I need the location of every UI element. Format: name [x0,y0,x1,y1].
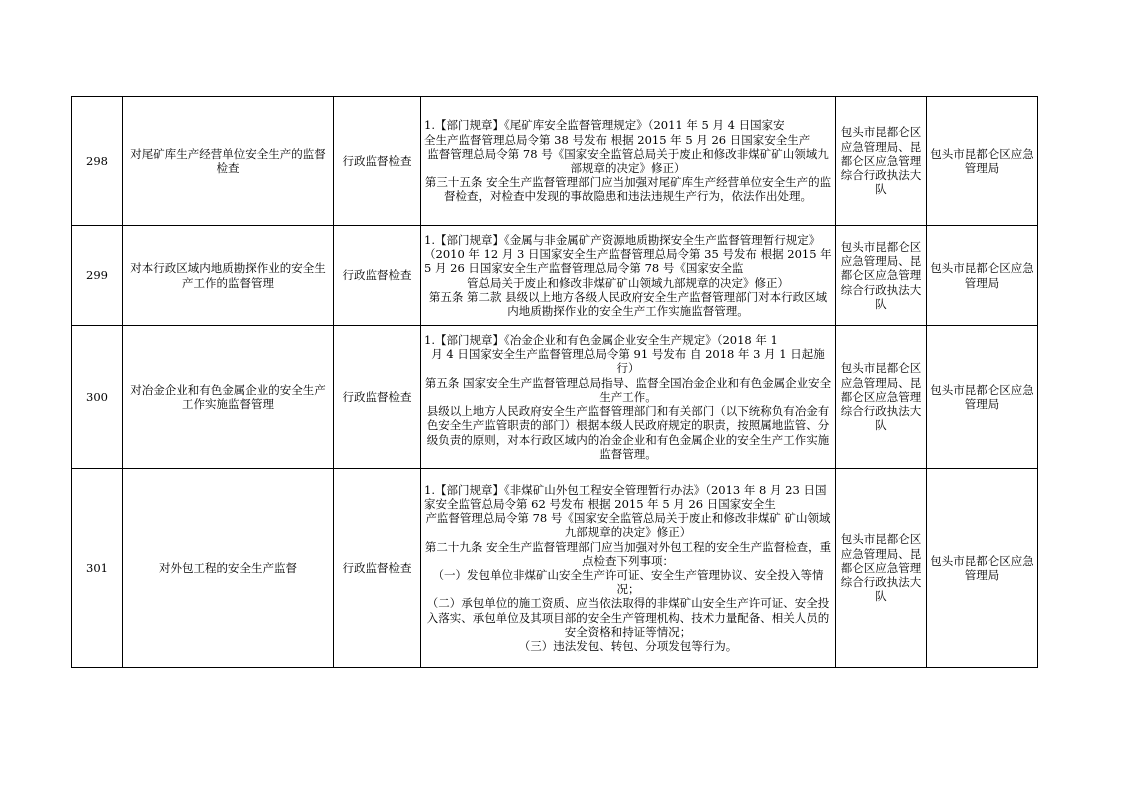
item-type: 行政监督检查 [334,226,421,326]
table-row [72,97,1038,226]
item-name: 对尾矿库生产经营单位安全生产的监督检查 [123,97,334,226]
basis-paragraph: 第二十九条 安全生产监督管理部门应当加强对外包工程的安全生产监督检查，重点检查下列事项： [424,539,832,568]
item-number: 299 [72,226,123,326]
legal-basis [421,226,836,326]
table-row [72,226,1038,326]
basis-paragraph: 全生产监督管理总局令第 38 号发布 根据 2015 年 5 月 26 日国家安全生产 [424,132,811,147]
legal-basis [421,326,836,469]
basis-paragraph: （二）承包单位的施工资质、应当依法取得的非煤矿山安全生产许可证、安全投入落实、承包单位及其项目部的安全生产管理机构、技术力量配备、相关人员的安全资格和持证等情况； [426,596,830,639]
legal-basis [421,469,836,668]
implementing-department: 包头市昆都仑区应急管理局、昆都仑区应急管理综合行政执法大队 [836,97,927,226]
basis-paragraph: 第五条 国家安全生产监督管理总局指导、监督全国冶金企业和有色金属企业安全生产工作。 [424,375,832,404]
legal-basis [421,97,836,226]
item-type: 行政监督检查 [334,97,421,226]
basis-paragraph: 第三十五条 安全生产监督管理部门应当加强对尾矿库生产经营单位安全生产的监督检查，对检查中发现的事故隐患和违法违规生产行为，依法作出处理。 [424,175,832,204]
responsible-department: 包头市昆都仑区应急管理局 [927,226,1038,326]
table-row [72,469,1038,668]
item-name: 对本行政区域内地质勘探作业的安全生产工作的监督管理 [123,226,334,326]
item-type: 行政监督检查 [334,469,421,668]
responsible-department: 包头市昆都仑区应急管理局 [927,469,1038,668]
basis-paragraph: （三）违法发包、转包、分项发包等行为。 [518,639,738,654]
item-name: 对外包工程的安全生产监督 [123,469,334,668]
basis-paragraph: 月 4 日国家安全生产监督管理总局令第 91 号发布 自 2018 年 3 月 1 日起施 行） [431,347,825,376]
basis-paragraph: 1.【部门规章】《非煤矿山外包工程安全管理暂行办法》（2013 年 8 月 23 日国家安全监管总局令第 62 号发布 根据 2015 年 5 月 26 日国家安全生 [424,482,827,511]
basis-paragraph: 1.【部门规章】《金属与非金属矿产资源地质勘探安全生产监督管理暂行规定》（2010 年 12 月 3 日国家安全生产监督管理总局令第 35 号发布 根据 2015 年 5 月 26 日国家安全生产监督管理总局令第 78 号《国家安全监 [424,232,832,276]
basis-paragraph: （一）发包单位非煤矿山安全生产许可证、安全生产管理协议、安全投入等情况； [432,568,824,597]
item-number: 301 [72,469,123,668]
implementing-department: 包头市昆都仑区应急管理局、昆都仑区应急管理综合行政执法大队 [836,326,927,469]
basis-paragraph: 第五条 第二款 县级以上地方各级人民政府安全生产监督管理部门对本行政区域内地质勘探作业的安全生产工作实施监督管理。 [428,289,828,318]
item-number: 300 [72,326,123,469]
basis-paragraph: 县级以上地方人民政府安全生产监督管理部门和有关部门（以下统称负有冶金有色安全生产监管职责的部门）根据本级人民政府规定的职责，按照属地监管、分级负责的原则，对本行政区域内的冶金企业和有色金属企业的安全生产工作实施监督管理。 [426,404,830,461]
table-row [72,326,1038,469]
basis-paragraph: 1.【部门规章】《冶金企业和有色金属企业安全生产规定》（2018 年 1 [424,333,778,348]
implementing-department: 包头市昆都仑区应急管理局、昆都仑区应急管理综合行政执法大队 [836,226,927,326]
basis-paragraph: 1.【部门规章】《尾矿库安全监督管理规定》（2011 年 5 月 4 日国家安 [424,118,785,133]
item-number: 298 [72,97,123,226]
item-type: 行政监督检查 [334,326,421,469]
item-name: 对冶金企业和有色金属企业的安全生产工作实施监督管理 [123,326,334,469]
power-list-table [71,96,1038,668]
responsible-department: 包头市昆都仑区应急管理局 [927,326,1038,469]
basis-paragraph: 产监督管理总局令第 78 号《国家安全监管总局关于废止和修改非煤矿 矿山领域九部规章的决定》修正） [425,511,831,540]
basis-paragraph: 监督管理总局令第 78 号《国家安全监管总局关于废止和修改非煤矿矿山领域九部规章的决定》修正） [427,146,829,175]
basis-paragraph: 管总局关于废止和修改非煤矿矿山领域九部规章的决定》修正） [467,275,789,290]
responsible-department: 包头市昆都仑区应急管理局 [927,97,1038,226]
implementing-department: 包头市昆都仑区应急管理局、昆都仑区应急管理综合行政执法大队 [836,469,927,668]
